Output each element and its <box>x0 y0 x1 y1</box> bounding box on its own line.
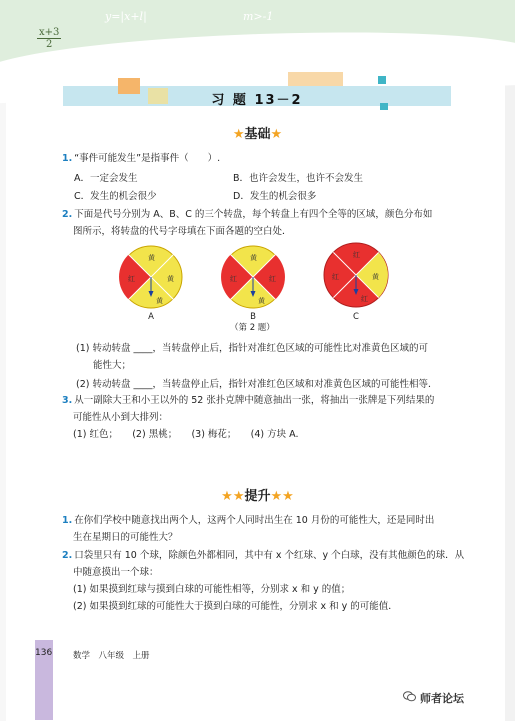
question-text: 中随意摸出一个球： <box>73 567 159 578</box>
spinner-b-label: B <box>250 312 256 322</box>
spinner-a <box>119 245 183 309</box>
question-text: “事件可能发生”是指事件（ ）. <box>74 153 221 164</box>
question-text: (2) 如果摸到红球的可能性大于摸到白球的可能性，分别求 x 和 y 的可能值． <box>73 601 398 612</box>
question-2-part-2: (2) 转动转盘 ____，当转盘停止后，指针对准红色区域和对准黄色区域的可能性相等． <box>76 379 438 390</box>
question-text: 图所示，将转盘的代号字母填在下面各题的空白处． <box>73 226 292 237</box>
question-number: 1. <box>62 515 73 526</box>
figure-caption: （第 2 题） <box>230 323 275 333</box>
question-text: 生在星期日的可能性大？ <box>73 532 178 543</box>
star-icon: ★ <box>232 127 245 142</box>
decor-square <box>378 76 386 84</box>
header-formula-inequality: m>-1 <box>243 10 274 23</box>
chat-bubble-icon <box>403 691 416 702</box>
question-text: 能性大； <box>93 360 132 371</box>
question-text: 口袋里只有 10 个球，除颜色外都相同，其中有 x 个红球、y 个白球，没有其他颜色的球．从 <box>74 550 465 561</box>
question-text: 可能性从小到大排列： <box>73 412 169 423</box>
section-advanced-label: 提升 <box>244 489 271 504</box>
spinner-a-label: A <box>148 312 154 322</box>
option-c: C．发生的机会很少 <box>74 191 157 202</box>
region-label: 红 <box>269 275 276 283</box>
exercise-title-bar <box>63 86 451 106</box>
option-a: A．一定会发生 <box>74 173 138 184</box>
question-text: (1) 如果摸到红球与摸到白球的可能性相等，分别求 x 和 y 的值； <box>73 584 351 595</box>
region-label: 红 <box>361 295 368 303</box>
question-number: 2. <box>62 209 73 220</box>
question-text: (1) 转动转盘 ____，当转盘停止后，指针对准红色区域的可能性比对准黄色区域的可 <box>76 343 428 354</box>
watermark-text: 师者论坛 <box>420 692 464 705</box>
question-text: 下面是代号分别为 A、B、C 的三个转盘，每个转盘上有四个全等的区域，颜色分布如 <box>74 209 433 220</box>
question-1 <box>62 150 220 167</box>
option-d: D．发生的机会很多 <box>233 191 317 202</box>
book-title: 数学 八年级 上册 <box>73 651 150 661</box>
region-label: 黄 <box>372 273 379 281</box>
page-left-edge <box>0 0 6 721</box>
region-label: 红 <box>353 251 360 259</box>
advanced-question-2 <box>62 547 472 615</box>
region-label: 红 <box>128 275 135 283</box>
question-2-part-1 <box>76 340 461 374</box>
question-number: 1. <box>62 153 73 164</box>
spinner-b <box>221 245 285 309</box>
region-label: 红 <box>332 273 339 281</box>
region-label: 红 <box>230 275 237 283</box>
region-label: 黄 <box>156 297 163 305</box>
star-icon: ★ <box>270 127 283 142</box>
question-2 <box>62 206 457 240</box>
spinner-c-label: C <box>353 312 359 322</box>
star-icon: ★★ <box>270 489 294 504</box>
question-items: (1) 红色； (2) 黑桃； (3) 梅花； (4) 方块 A. <box>73 429 299 440</box>
advanced-question-1 <box>62 512 467 546</box>
star-icon: ★★ <box>221 489 245 504</box>
region-label: 黄 <box>167 275 174 283</box>
section-basic-label: 基础 <box>244 127 271 142</box>
region-label: 黄 <box>148 254 155 262</box>
section-advanced-heading <box>0 485 515 504</box>
page-number: 136 <box>35 648 53 658</box>
exercise-title: 习 题 13－2 <box>211 93 303 108</box>
spinner-c <box>323 242 389 308</box>
fraction-numerator: x+3 <box>39 27 60 38</box>
header-formula-fraction <box>37 27 61 50</box>
page-right-edge <box>505 0 515 721</box>
question-number: 2. <box>62 550 73 561</box>
header-formula-abs: y=|x+l| <box>105 10 147 23</box>
section-basic-heading <box>0 123 515 142</box>
question-number: 3. <box>62 395 73 406</box>
option-b: B．也许会发生，也许不会发生 <box>233 173 364 184</box>
region-label: 黄 <box>258 297 265 305</box>
question-text: 从一副除大王和小王以外的 52 张扑克牌中随意抽出一张，将抽出一张牌是下列结果的 <box>74 395 435 406</box>
fraction-denominator: 2 <box>46 39 53 50</box>
question-3 <box>62 392 462 443</box>
decor-square <box>288 72 343 86</box>
question-text: 在你们学校中随意找出两个人，这两个人同时出生在 10 月份的可能性大，还是同时出 <box>74 515 435 526</box>
region-label: 黄 <box>250 254 257 262</box>
